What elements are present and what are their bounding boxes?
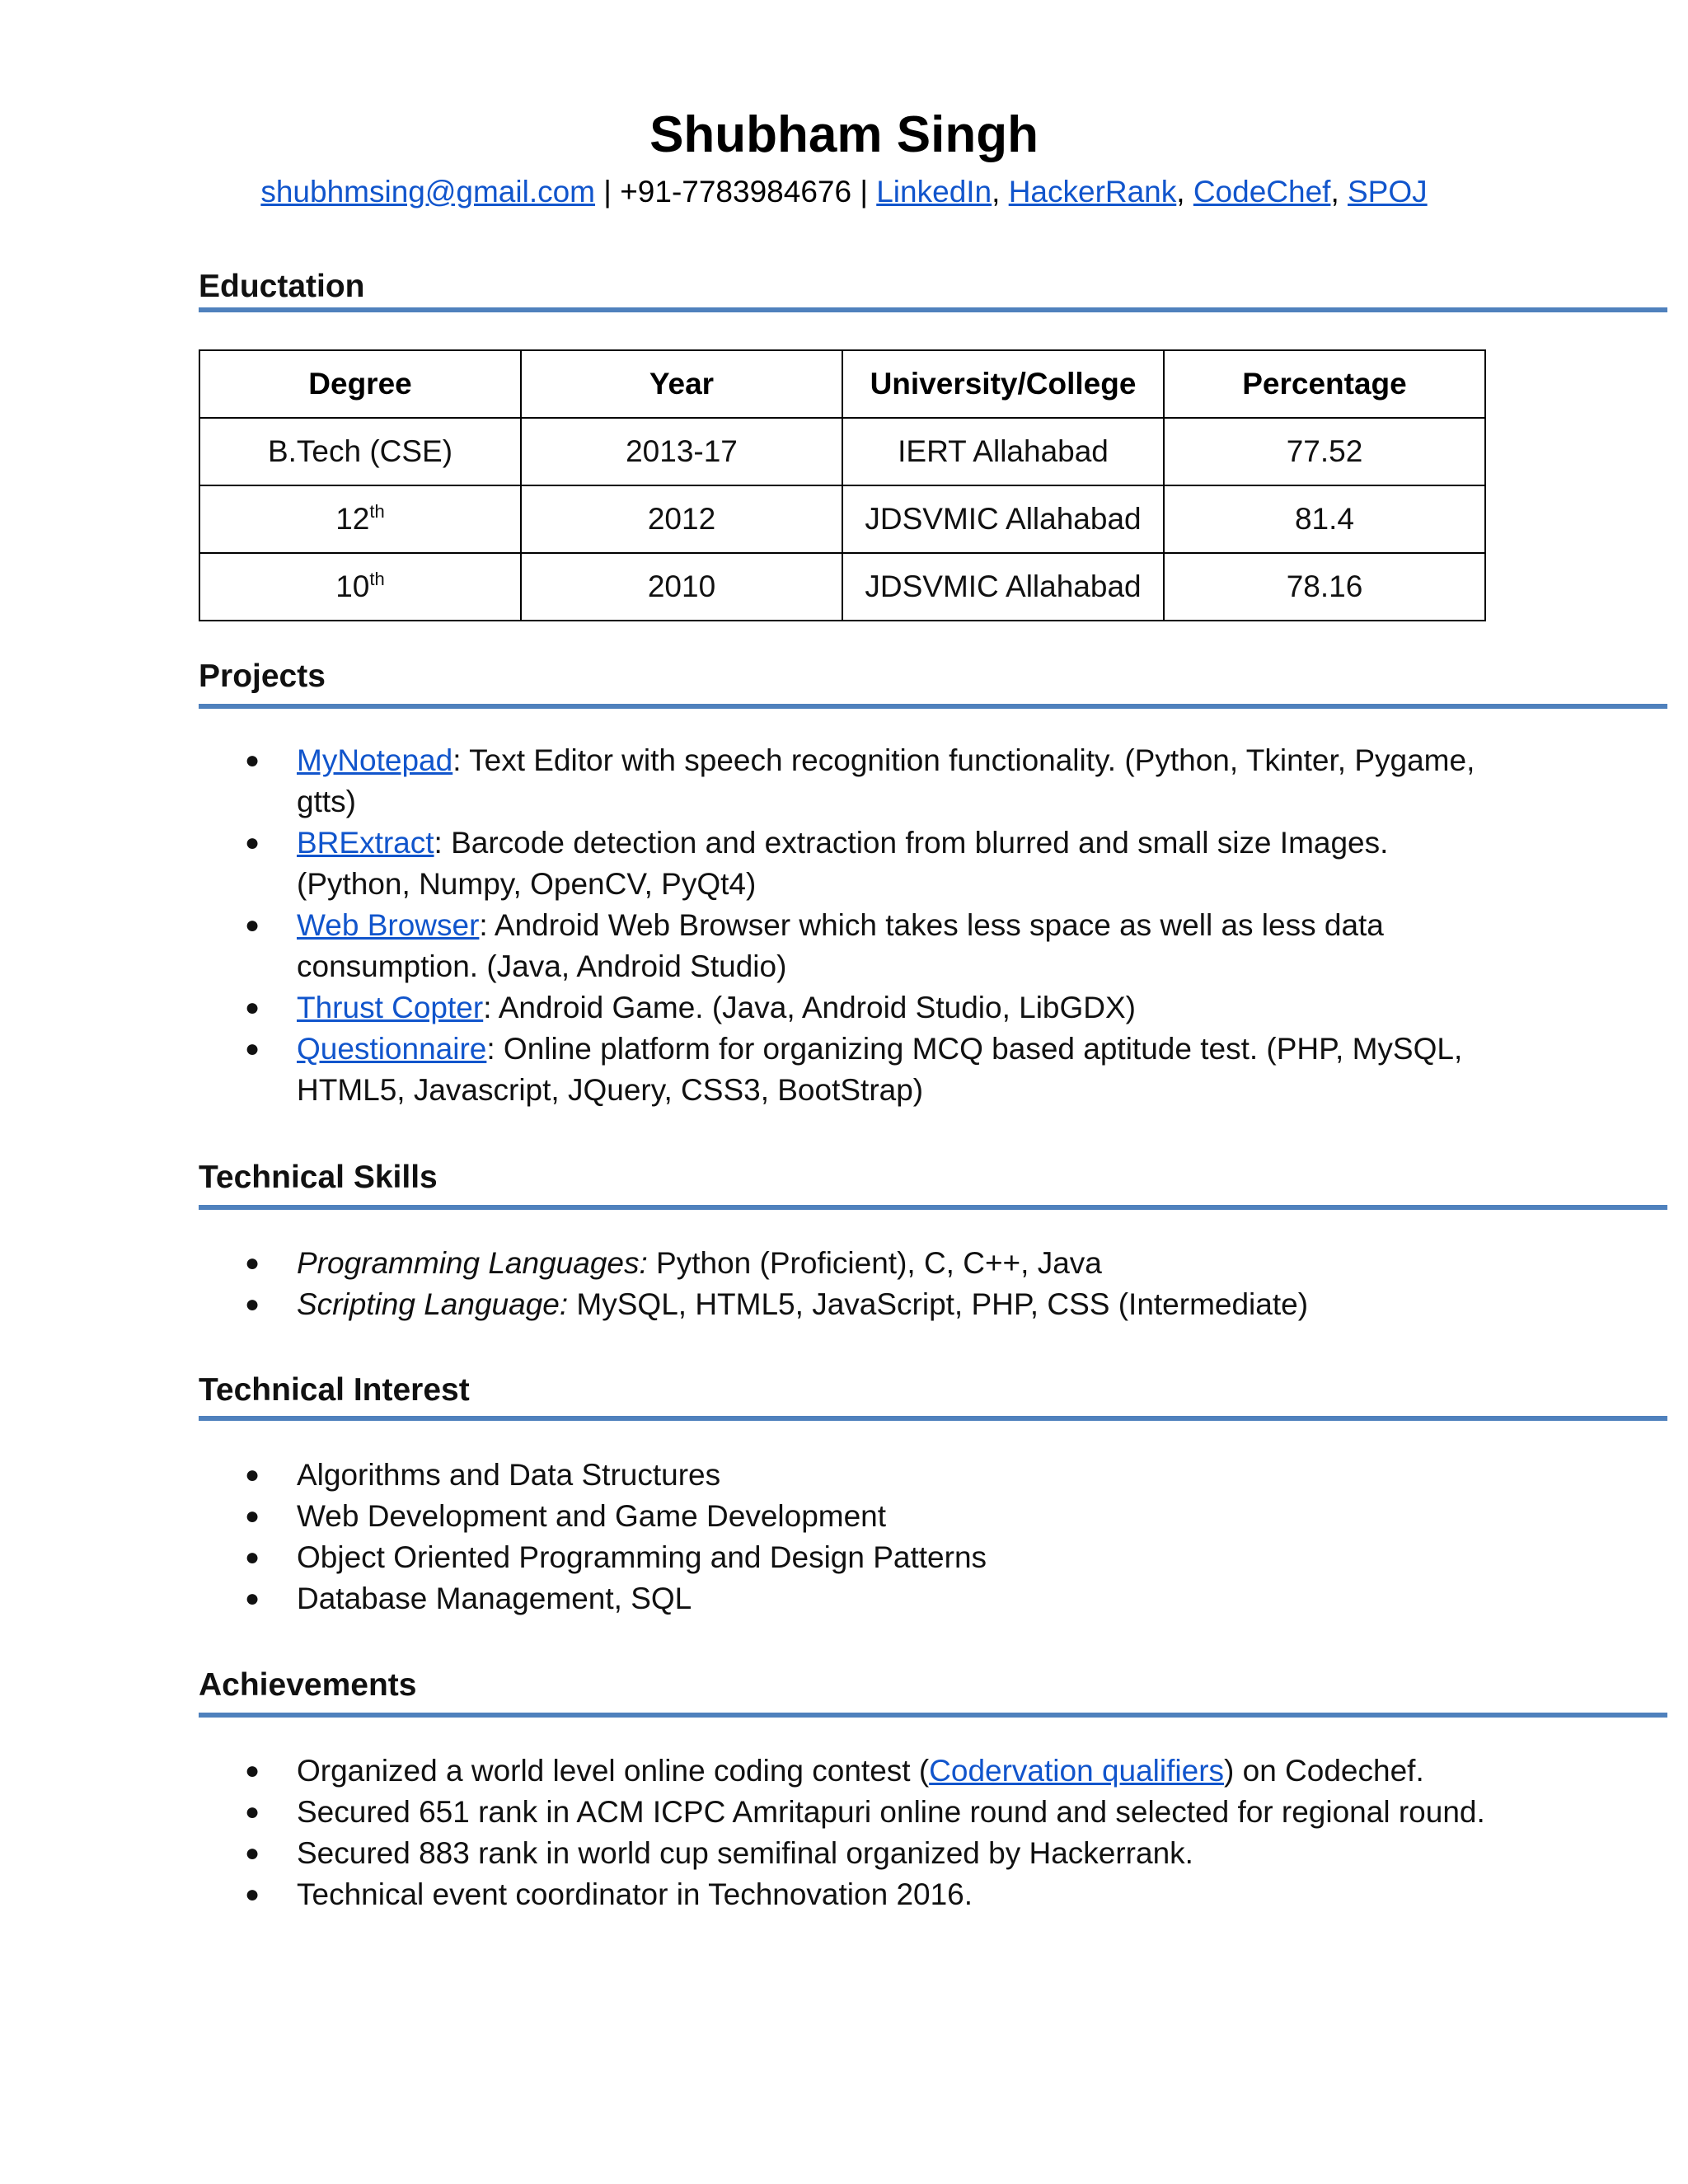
projects-heading: Projects [199, 658, 326, 694]
column-header: Year [521, 350, 842, 418]
table-header-row [199, 350, 1485, 418]
bullet-icon: ● [245, 1502, 260, 1530]
year-cell: 2010 [521, 553, 842, 621]
list-item [199, 1750, 1517, 1792]
degree-cell [199, 485, 521, 553]
bullet-icon: ● [245, 829, 260, 856]
bullet-icon: ● [245, 1798, 260, 1825]
degree-text: 10 [335, 569, 370, 603]
project-desc: : Text Editor with speech recognition functionality. (Python, Tkinter, Pygame, [452, 743, 1475, 777]
section-divider [199, 704, 1667, 709]
list-item [199, 1243, 1517, 1284]
project-desc-cont: gtts) [297, 785, 356, 818]
bullet-icon: ● [245, 1035, 260, 1062]
list-item [199, 1792, 1517, 1833]
section-divider [199, 1713, 1667, 1718]
interest-heading: Technical Interest [199, 1372, 470, 1408]
interest-text: Web Development and Game Development [297, 1499, 887, 1533]
skills-heading: Technical Skills [199, 1160, 438, 1195]
achievement-text: Organized a world level online coding contest ( [297, 1754, 930, 1788]
project-link-web-browser[interactable]: Web Browser [297, 908, 480, 942]
degree-text: 12 [335, 502, 370, 536]
bullet-icon: ● [245, 1291, 260, 1318]
interest-text: Algorithms and Data Structures [297, 1458, 721, 1492]
year-cell: 2013-17 [521, 418, 842, 485]
column-header: Percentage [1164, 350, 1485, 418]
email-link[interactable]: shubhmsing@gmail.com [260, 175, 596, 209]
interest-list [199, 1455, 1517, 1619]
bullet-icon: ● [245, 1585, 260, 1612]
achievement-text: ) on Codechef. [1224, 1754, 1424, 1788]
project-desc: : Android Web Browser which takes less space as well as less data [479, 908, 1384, 942]
contact-separator: | [851, 175, 877, 209]
list-item [199, 823, 1517, 905]
table-row [199, 485, 1485, 553]
bullet-icon: ● [245, 747, 260, 774]
skill-label: Scripting Language: [297, 1287, 569, 1321]
project-desc-cont: (Python, Numpy, OpenCV, PyQt4) [297, 867, 757, 901]
link-separator: , [1176, 175, 1193, 209]
project-desc: : Online platform for organizing MCQ based aptitude test. (PHP, MySQL, [486, 1032, 1463, 1066]
year-cell: 2012 [521, 485, 842, 553]
list-item [199, 1833, 1517, 1874]
list-item [199, 1874, 1517, 1915]
bullet-icon: ● [245, 1881, 260, 1908]
list-item [199, 1455, 1517, 1496]
bullet-icon: ● [245, 994, 260, 1021]
list-item [199, 905, 1517, 987]
skills-list [199, 1243, 1517, 1325]
project-desc-cont: HTML5, Javascript, JQuery, CSS3, BootStrap) [297, 1073, 924, 1107]
interest-text: Database Management, SQL [297, 1582, 692, 1615]
spoj-link[interactable]: SPOJ [1348, 175, 1428, 209]
degree-text: B.Tech (CSE) [267, 434, 453, 468]
section-divider [199, 307, 1667, 312]
achievement-text: Secured 883 rank in world cup semifinal organized by Hackerrank. [297, 1836, 1193, 1870]
college-cell: JDSVMIC Allahabad [842, 485, 1164, 553]
college-cell: JDSVMIC Allahabad [842, 553, 1164, 621]
bullet-icon: ● [245, 1757, 260, 1784]
interest-text: Object Oriented Programming and Design Patterns [297, 1540, 987, 1574]
table-row [199, 553, 1485, 621]
achievements-list [199, 1750, 1517, 1915]
list-item [199, 987, 1517, 1029]
college-cell: IERT Allahabad [842, 418, 1164, 485]
contact-separator: | [595, 175, 621, 209]
project-desc: : Barcode detection and extraction from blurred and small size Images. [434, 826, 1389, 860]
candidate-name: Shubham Singh [649, 106, 1039, 163]
project-link-brextract[interactable]: BRExtract [297, 826, 434, 860]
project-desc-cont: consumption. (Java, Android Studio) [297, 949, 787, 983]
link-separator: , [992, 175, 1009, 209]
project-desc: : Android Game. (Java, Android Studio, LibGDX) [483, 991, 1136, 1024]
skill-value: MySQL, HTML5, JavaScript, PHP, CSS (Intermediate) [568, 1287, 1309, 1321]
project-link-questionnaire[interactable]: Questionnaire [297, 1032, 487, 1066]
section-divider [199, 1416, 1667, 1421]
codechef-link[interactable]: CodeChef [1193, 175, 1331, 209]
list-item [199, 1284, 1517, 1325]
column-header: University/College [842, 350, 1164, 418]
phone-number: +91-7783984676 [620, 175, 852, 209]
percentage-cell: 78.16 [1164, 553, 1485, 621]
project-link-mynotepad[interactable]: MyNotepad [297, 743, 453, 777]
ordinal-suffix: th [369, 501, 385, 522]
list-item [199, 1578, 1517, 1619]
achievement-text: Technical event coordinator in Technovation 2016. [297, 1877, 973, 1911]
hackerrank-link[interactable]: HackerRank [1008, 175, 1177, 209]
table-row [199, 418, 1485, 485]
project-link-thrust-copter[interactable]: Thrust Copter [297, 991, 484, 1024]
list-item [199, 740, 1517, 823]
bullet-icon: ● [245, 1840, 260, 1867]
list-item [199, 1029, 1517, 1111]
projects-list [199, 740, 1517, 1111]
achievements-heading: Achievements [199, 1667, 417, 1703]
bullet-icon: ● [245, 1544, 260, 1571]
linkedin-link[interactable]: LinkedIn [876, 175, 992, 209]
education-table [199, 349, 1486, 621]
bullet-icon: ● [245, 1461, 260, 1488]
list-item [199, 1537, 1517, 1578]
contact-line [0, 173, 1688, 211]
degree-cell [199, 418, 521, 485]
degree-cell [199, 553, 521, 621]
bullet-icon: ● [245, 1249, 260, 1277]
list-item [199, 1496, 1517, 1537]
section-divider [199, 1205, 1667, 1210]
skill-value: Python (Proficient), C, C++, Java [647, 1246, 1102, 1280]
bullet-icon: ● [245, 912, 260, 939]
achievement-text: Secured 651 rank in ACM ICPC Amritapuri online round and selected for regional round. [297, 1795, 1485, 1829]
codervation-link[interactable]: Codervation qualifiers [929, 1754, 1225, 1788]
link-separator: , [1330, 175, 1348, 209]
skill-label: Programming Languages: [297, 1246, 648, 1280]
column-header: Degree [199, 350, 521, 418]
percentage-cell: 77.52 [1164, 418, 1485, 485]
education-heading: Eductation [199, 269, 365, 304]
percentage-cell: 81.4 [1164, 485, 1485, 553]
ordinal-suffix: th [369, 569, 385, 589]
